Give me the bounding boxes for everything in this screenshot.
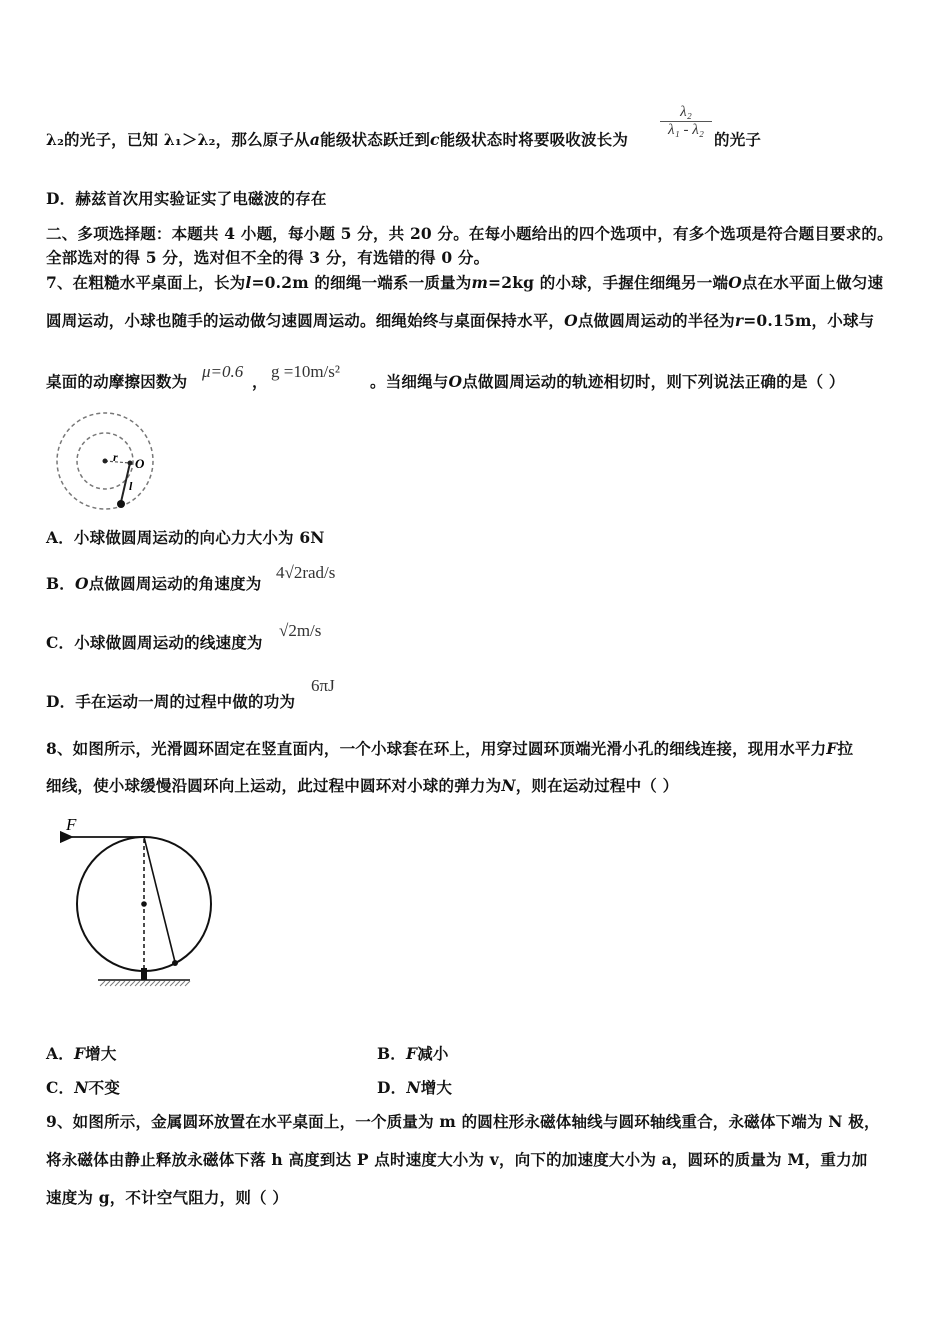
- q7-l1-text-b: =0.2m 的细绳一端系一质量为: [251, 273, 472, 292]
- q8-a-var: F: [73, 1044, 86, 1063]
- label-o: O: [135, 456, 145, 471]
- q7-b-var-o: O: [75, 574, 89, 593]
- q9-line1: 9、如图所示，金属圆环放置在水平桌面上，一个质量为 m 的圆柱形永磁体轴线与圆环轴线重合，永磁体下端为 N 极，: [46, 1112, 880, 1131]
- q8-ring-figure: [60, 810, 230, 990]
- q6-text-1: λ₂的光子，已知 λ₁＞λ₂，那么原子从: [46, 130, 310, 149]
- q7-l2-var-o: O: [564, 311, 578, 330]
- q7-g-formula: g =10m/s²: [271, 362, 340, 381]
- q7-line2: [46, 309, 874, 331]
- q8-option-b: [377, 1042, 449, 1064]
- q7-l3-text-a: 桌面的动摩擦因数为: [46, 372, 188, 391]
- q8-d-text: 增大: [420, 1078, 453, 1097]
- q7-var-l: l: [245, 273, 252, 292]
- ring-support: [141, 968, 147, 980]
- q8-var-n: N: [501, 776, 516, 795]
- q8-b-prefix: B．: [377, 1044, 407, 1063]
- q8-line2: [46, 774, 678, 796]
- wavelength-fraction: [660, 104, 712, 139]
- q7-option-d: D．手在运动一周的过程中做的功为: [46, 692, 296, 711]
- ground-hatching: [100, 981, 190, 986]
- section2-line2: 全部选对的得 5 分，选对但不全的得 3 分，有选错的得 0 分。: [46, 248, 490, 267]
- bead: [172, 960, 178, 966]
- q8-option-a: [46, 1042, 117, 1064]
- q7-option-a: A．小球做圆周运动的向心力大小为 6N: [46, 528, 325, 547]
- label-l: l: [129, 479, 133, 493]
- q7-b-text: 点做圆周运动的角速度为: [88, 574, 262, 593]
- q7-l2-text-a: 圆周运动，小球也随手的运动做匀速圆周运动。细绳始终与桌面保持水平，: [46, 311, 565, 330]
- force-label-f: F: [66, 815, 77, 834]
- q8-b-var: F: [406, 1044, 418, 1063]
- fraction-numerator: λ₂: [680, 104, 692, 120]
- q7-option-d-value: 6πJ: [311, 676, 335, 695]
- q8-l1-text-a: 8、如图所示，光滑圆环固定在竖直面内，一个小球套在环上，用穿过圆环顶端光滑小孔的细线连接，现用水平力: [46, 739, 827, 758]
- q8-var-f: F: [826, 739, 838, 758]
- q7-l3-text-b: 。当细绳与: [370, 372, 449, 391]
- q6-text-2: 能级状态跃迁到: [320, 130, 431, 149]
- q8-d-var: N: [406, 1078, 421, 1097]
- q7-mu-formula: μ=0.6: [202, 362, 244, 381]
- ball: [117, 500, 125, 508]
- q7-var-o: O: [728, 273, 742, 292]
- section2-line1: 二、多项选择题：本题共 4 小题，每小题 5 分，共 20 分。在每小题给出的四个选项中，有多个选项是符合题目要求的。: [46, 224, 893, 243]
- q8-d-prefix: D．: [377, 1078, 407, 1097]
- q7-l2-text-c: =0.15m，小球与: [743, 311, 875, 330]
- q7-var-m: m: [471, 273, 489, 292]
- q8-l1-text-b: 拉: [837, 739, 854, 758]
- q7-l3-text-c: 点做圆周运动的轨迹相切时，则下列说法正确的是（ ）: [462, 372, 845, 391]
- ring-center: [141, 901, 147, 907]
- q7-option-c: C．小球做圆周运动的线速度为: [46, 633, 263, 652]
- q8-l2-text-b: ，则在运动过程中（ ）: [515, 776, 679, 795]
- q7-option-c-value: √2m/s: [279, 621, 322, 640]
- q8-option-d: [377, 1076, 452, 1098]
- q7-line1: [46, 271, 883, 293]
- q8-option-c: [46, 1076, 120, 1098]
- q7-l1-text-a: 7、在粗糙水平桌面上，长为: [46, 273, 246, 292]
- center-dot: [103, 459, 108, 464]
- q7-l2-text-b: 点做圆周运动的半径为: [577, 311, 735, 330]
- label-r: r: [113, 450, 118, 464]
- q7-option-b: [46, 572, 261, 594]
- q9-line2: 将永磁体由静止释放永磁体下落 h 高度到达 P 点时速度大小为 v，向下的加速度大小为 a，圆环的质量为 M，重力加: [46, 1150, 868, 1169]
- q7-l3-var-o: O: [448, 372, 463, 391]
- q7-line3: [46, 370, 187, 392]
- q8-a-prefix: A．: [46, 1044, 74, 1063]
- q7-l1-text-d: 点在水平面上做匀速: [741, 273, 884, 292]
- q8-c-prefix: C．: [46, 1078, 75, 1097]
- q6-var-c: c: [430, 130, 440, 149]
- q8-c-text: 不变: [88, 1078, 121, 1097]
- q6-tail-end: 的光子: [714, 130, 762, 149]
- q8-c-var: N: [74, 1078, 89, 1097]
- q7-var-r: r: [734, 311, 744, 330]
- fraction-denominator: λ₁ - λ₂: [668, 122, 704, 138]
- q8-l2-text-a: 细线，使小球缓慢沿圆环向上运动，此过程中圆环对小球的弹力为: [46, 776, 502, 795]
- q7-option-b-value: 4√2rad/s: [276, 563, 336, 582]
- q7-circle-figure: [50, 410, 160, 515]
- q8-line1: [46, 737, 853, 759]
- q6-option-d: D．赫兹首次用实验证实了电磁波的存在: [46, 189, 327, 208]
- q7-b-prefix: B．: [46, 574, 76, 593]
- q6-text-3: 能级状态时将要吸收波长为: [439, 130, 629, 149]
- q7-line3-end: [370, 370, 845, 392]
- thread-line: [144, 837, 175, 962]
- q6-tail-line: [46, 128, 628, 150]
- q7-l1-text-c: =2kg 的小球，手握住细绳另一端: [488, 273, 729, 292]
- q8-a-text: 增大: [85, 1044, 117, 1063]
- q6-var-a: a: [309, 130, 321, 149]
- q8-b-text: 减小: [417, 1044, 449, 1063]
- q7-sep: ，: [252, 372, 268, 391]
- q9-line3: 速度为 g，不计空气阻力，则（ ）: [46, 1188, 289, 1207]
